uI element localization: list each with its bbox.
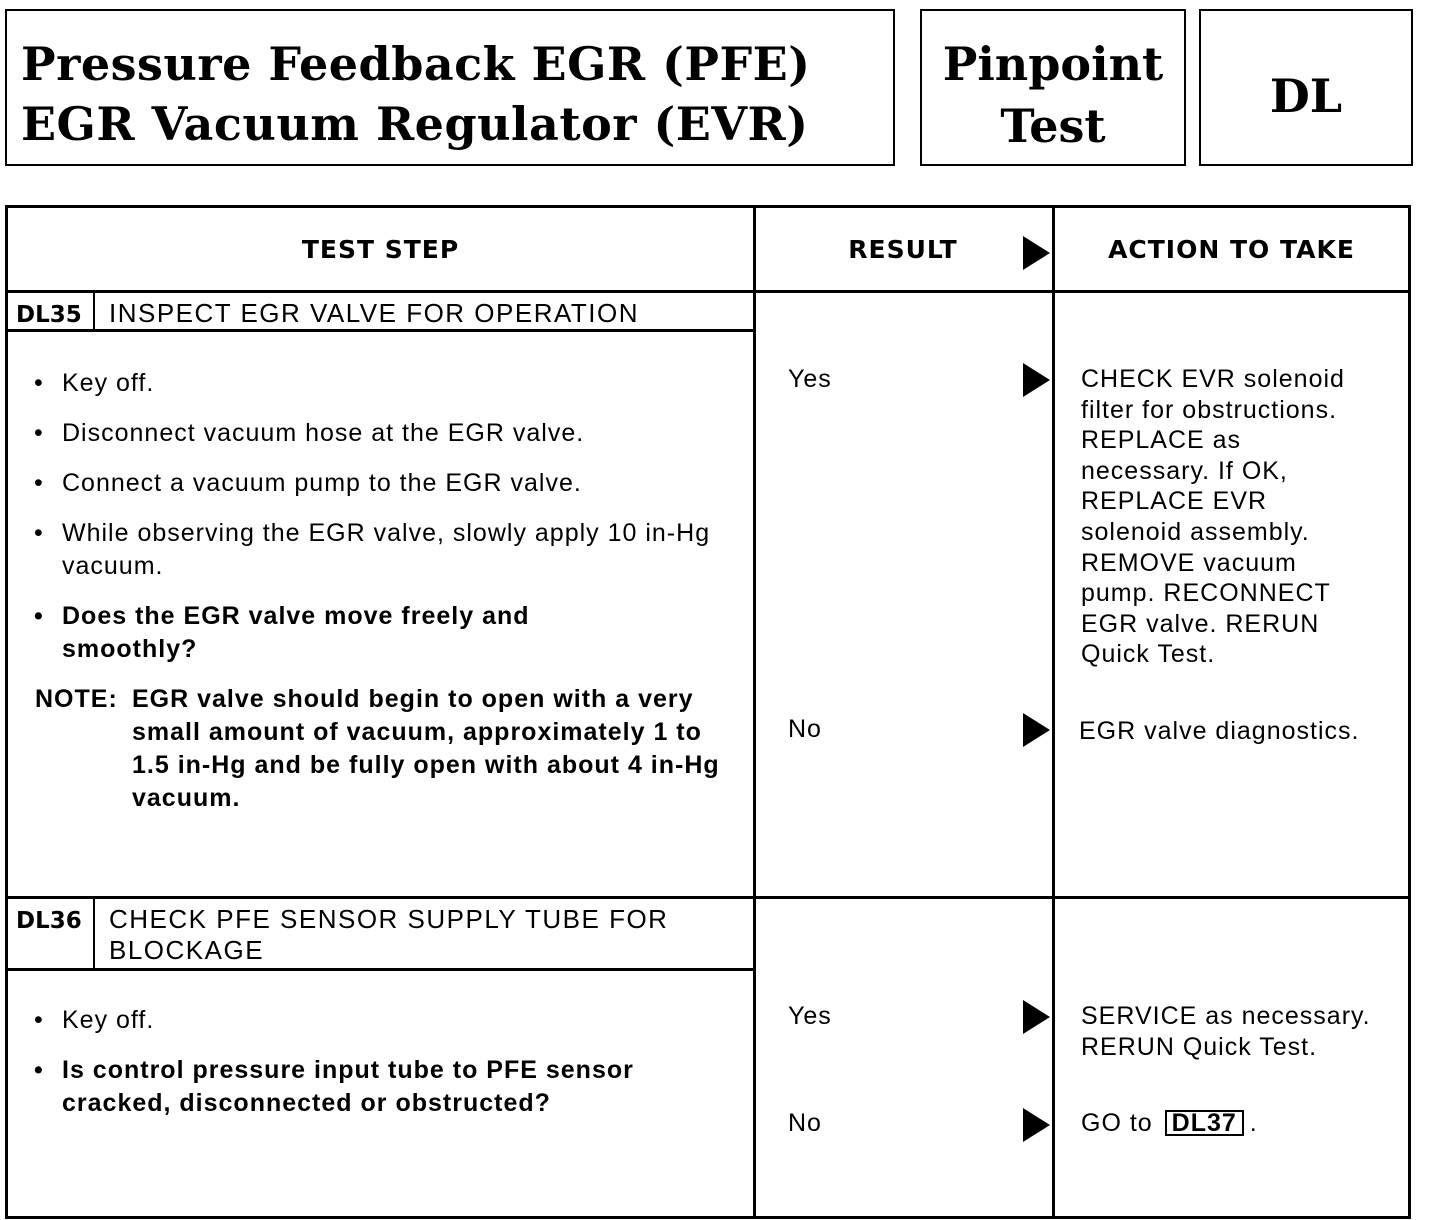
- list-item-question: • Does the EGR valve move freely and smoothly?: [34, 600, 634, 666]
- arrow-right-icon: [1023, 363, 1050, 397]
- column-header-result: RESULT: [848, 235, 958, 264]
- step-title-divider: [8, 329, 753, 332]
- arrow-right-icon: [1023, 713, 1050, 747]
- arrow-right-icon: [1023, 1000, 1050, 1034]
- step-title-dl35: INSPECT EGR VALVE FOR OPERATION: [109, 298, 640, 328]
- result-no: No: [788, 1109, 822, 1137]
- result-yes: Yes: [788, 365, 832, 393]
- title-box: [5, 9, 895, 166]
- pinpoint-test-table: [5, 205, 1411, 1219]
- step-title-dl36-line2: BLOCKAGE: [109, 935, 265, 965]
- list-item: • Disconnect vacuum hose at the EGR valve.: [34, 417, 724, 450]
- action-text: EGR valve diagnostics.: [1079, 717, 1360, 745]
- list-item-question: • Is control pressure input tube to PFE sensor cracked, disconnected or obstructed?: [34, 1054, 734, 1120]
- action-text: CHECK EVR solenoid filter for obstructions. REPLACE as necessary. If OK, REPLACE EVR solenoid assembly. REMOVE vacuum pump. RECONNECT EGR valve. RERUN Quick Test.: [1081, 365, 1345, 669]
- column-header-action: ACTION TO TAKE: [1108, 235, 1355, 264]
- list-item: • Key off.: [34, 1004, 724, 1037]
- arrow-right-icon: [1023, 1108, 1050, 1142]
- column-divider: [753, 208, 756, 1216]
- step-code-divider: [93, 899, 95, 970]
- list-item: • Connect a vacuum pump to the EGR valve.: [34, 467, 724, 500]
- action-goto-suffix: .: [1249, 1109, 1258, 1137]
- step-code-dl36: DL36: [16, 908, 82, 934]
- arrow-right-icon: [1023, 236, 1050, 270]
- test-label: Test: [1000, 99, 1106, 153]
- action-goto: [1081, 1108, 1411, 1139]
- pinpoint-test-box: [920, 9, 1186, 166]
- pinpoint-label: Pinpoint: [942, 37, 1164, 91]
- step-code-dl35: DL35: [16, 302, 82, 328]
- step-code-divider: [93, 293, 95, 330]
- title-line-1: Pressure Feedback EGR (PFE): [21, 37, 811, 91]
- result-yes: Yes: [788, 1002, 832, 1030]
- step-note: [35, 683, 735, 815]
- step-divider: [8, 896, 1408, 899]
- step-title-divider: [8, 968, 753, 971]
- title-line-2: EGR Vacuum Regulator (EVR): [21, 97, 809, 151]
- header-divider: [8, 290, 1408, 293]
- test-code: DL: [1269, 69, 1343, 123]
- test-code-box: [1199, 9, 1413, 166]
- list-item: • While observing the EGR valve, slowly apply 10 in-Hg vacuum.: [34, 517, 724, 583]
- column-header-test-step: TEST STEP: [301, 235, 460, 264]
- action-goto-label: GO to: [1081, 1109, 1153, 1137]
- step-reference-dl37[interactable]: DL37: [1165, 1110, 1244, 1136]
- list-item: • Key off.: [34, 367, 724, 400]
- action-text: SERVICE as necessary. RERUN Quick Test.: [1081, 1002, 1371, 1061]
- column-divider: [1052, 208, 1055, 1216]
- note-text: EGR valve should begin to open with a very small amount of vacuum, approximately 1 to 1.5 in-Hg and be fully open with about 4 in-Hg vacuum.: [132, 685, 720, 812]
- result-no: No: [788, 715, 822, 743]
- step-title-dl36-line1: CHECK PFE SENSOR SUPPLY TUBE FOR: [109, 904, 669, 934]
- note-label: NOTE:: [35, 685, 118, 713]
